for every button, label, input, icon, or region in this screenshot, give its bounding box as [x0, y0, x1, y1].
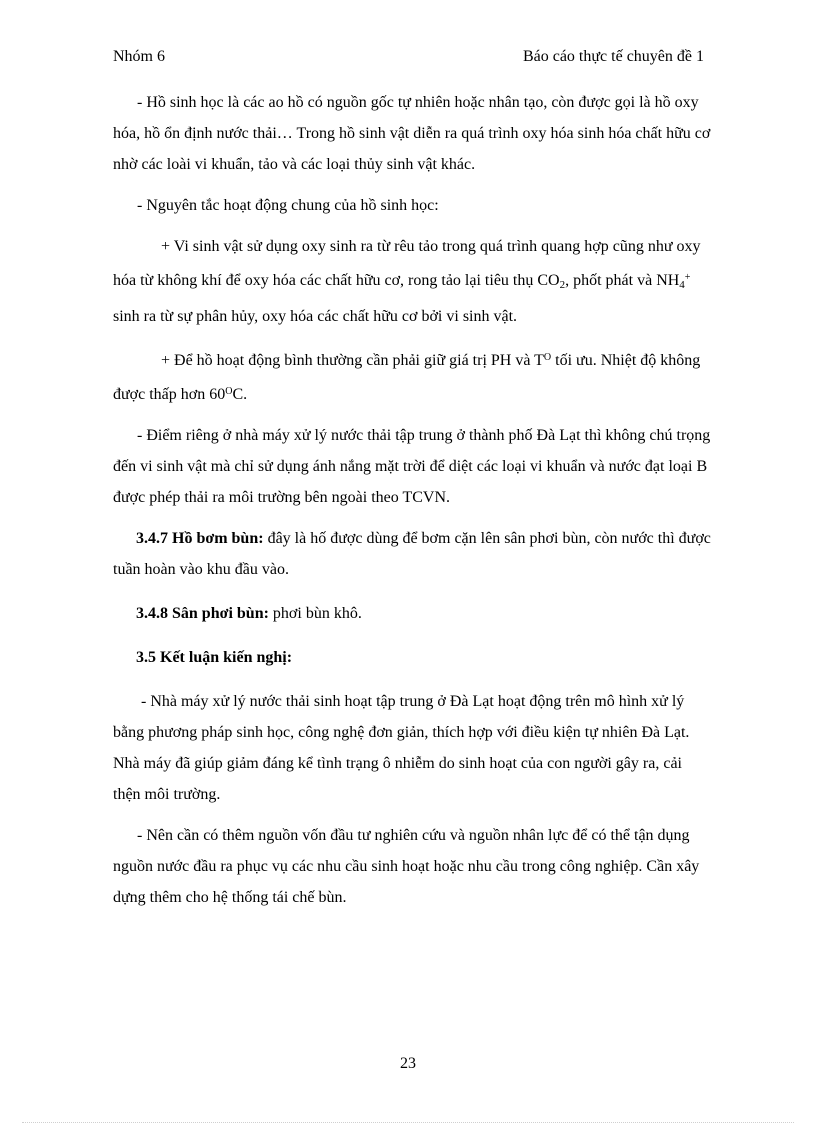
paragraph-de-ho: + Để hồ hoạt động bình thường cần phải giữ giá trị PH và $T^O$ tối ưu. Nhiệt độ không được thấp hơn $60^OC$.	[113, 352, 701, 403]
page-number: 23	[400, 1055, 416, 1072]
paragraph-nha-may: - Nhà máy xử lý nước thải sinh hoạt tập trung ở Đà Lạt hoạt động trên mô hình xử lý bằng phương pháp sinh học, công nghệ đơn giản, thích hợp với điều kiện tự nhiên Đà Lạt. Nhà máy đã giúp giảm đáng kể tình trạng ô nhiễm do sinh hoạt của con người gây ra, cải thện môi trường.	[113, 693, 694, 803]
nh4-superscript: +	[684, 272, 691, 283]
page-content	[113, 87, 713, 913]
nh4-subscript: 4	[679, 279, 685, 291]
paragraph-diem-rieng: - Điểm riêng ở nhà máy xử lý nước thải tập trung ở thành phố Đà Lạt thì không chú trọng đến vi sinh vật mà chỉ sử dụng ánh nắng mặt trời để diệt các loại vi khuẩn và nước đạt loại B được phép thải ra môi trường bên ngoài theo TCVN.	[113, 427, 711, 506]
paragraph-vi-sinh-vat: + Vi sinh vật sử dụng oxy sinh ra từ rêu tảo trong quá trình quang hợp cũng như oxy hóa từ không khí để oxy hóa các chất hữu cơ, rong tảo lại tiêu thụ $CO_2$, phốt phát và $NH_4^+$ sinh ra từ sự phân hủy, oxy hóa các chất hữu cơ bởi vi sinh vật.	[113, 238, 701, 325]
degree-superscript: O	[225, 386, 233, 397]
paragraph-nguyen-tac: - Nguyên tắc hoạt động chung của hồ sinh học:	[137, 197, 439, 214]
section-3-4-8	[113, 598, 713, 629]
temperature-superscript: O	[543, 352, 552, 363]
section-3-4-7-heading: 3.4.7 Hồ bơm bùn:	[136, 530, 264, 547]
section-3-4-8-heading: 3.4.8 Sân phơi bùn:	[136, 605, 269, 622]
paragraph-ho-sinh-hoc: - Hồ sinh học là các ao hồ có nguồn gốc tự nhiên hoặc nhân tạo, còn được gọi là hồ oxy hóa, hồ ổn định nước thải… Trong hồ sinh vật diễn ra quá trình oxy hóa sinh hóa chất hữu cơ nhờ các loài vi khuẩn, tảo và các loại thủy sinh vật khác.	[113, 94, 711, 173]
co2-subscript: 2	[559, 279, 566, 291]
header-group: Nhóm 6	[113, 48, 165, 65]
section-3-4-7-text: đây là hố được dùng để bơm cặn lên sân phơi bùn, còn nước thì được tuần hoàn vào khu đầu vào.	[113, 530, 711, 578]
page-header	[113, 48, 704, 70]
header-report-title: Báo cáo thực tế chuyên đề 1	[522, 48, 704, 65]
section-3-4-7	[113, 523, 713, 585]
paragraph-nen-can: - Nên cần có thêm nguồn vốn đầu tư nghiên cứu và nguồn nhân lực để có thể tận dụng nguồn nước đầu ra phục vụ các nhu cầu sinh hoạt hoặc nhu cầu trong công nghiệp. Cần xây dựng thêm cho hệ thống tái chế bùn.	[113, 827, 700, 906]
section-3-4-8-text: phơi bùn khô.	[268, 605, 362, 622]
section-3-5-heading: 3.5 Kết luận kiến nghị:	[136, 649, 293, 666]
